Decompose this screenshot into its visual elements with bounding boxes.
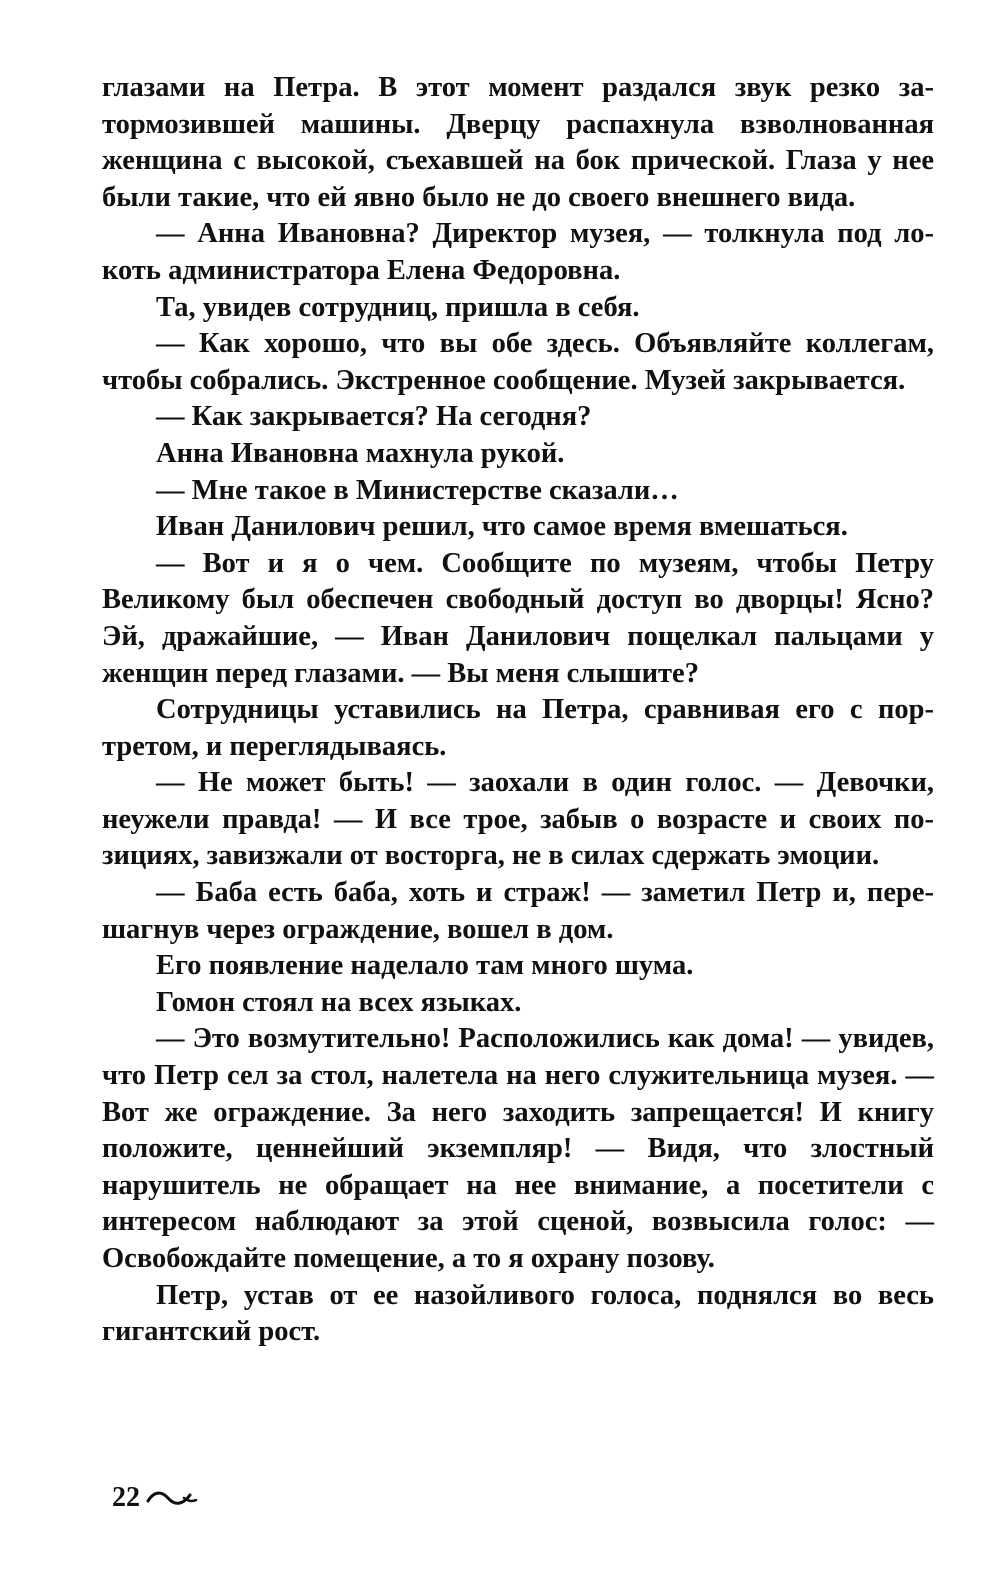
paragraph: — Это возмутительно! Расположились как дома! — увидев, что Петр сел за стол, налетела на него служительница музея. — Вот же ограждение. За него заходить запрещается! И книгу положите, ценнейший экземпляр! — Видя, что злостный нарушитель не обращает на нее внимание, а посетители с интересом наблюдают за этой сценой, возвысила голос: — Освобождайте помещение, а то я охрану позову. — [102, 1023, 934, 1274]
paragraph: Гомон стоял на всех языках. — [156, 986, 522, 1018]
page-footer — [112, 1482, 198, 1514]
paragraph: Его появление наделало там много шума. — [156, 950, 694, 982]
paragraph: — Как хорошо, что вы обе здесь. Объявляйте коллегам, чтобы собрались. Экстренное сообщение. Музей закрывается. — [102, 328, 934, 396]
page-number: 22 — [112, 1482, 140, 1513]
paragraph: — Вот и я о чем. Сообщите по музеям, чтобы Петру Великому был обеспечен свободный доступ во дворцы! Ясно? Эй, дражайшие, — Иван Данилович пощелкал пальцами у женщин перед глазами. — Вы меня слышите? — [102, 547, 934, 689]
book-page-body — [102, 70, 934, 1351]
paragraph: Иван Данилович решил, что самое время вмешаться. — [156, 511, 848, 543]
paragraph: Анна Ивановна махнула рукой. — [156, 437, 565, 469]
paragraph: Петр, устав от ее назойливого голоса, поднялся во весь гигантский рост. — [102, 1279, 934, 1348]
paragraph: — Мне такое в Министерстве сказали… — [156, 474, 679, 506]
paragraph: Сотрудницы уставились на Петра, сравнивая его с портретом, и переглядываясь. — [102, 694, 934, 762]
paragraph: глазами на Петра. В этот момент раздался звук резко затормозившей машины. Дверцу распахнула взволнованная женщина с высокой, съехавшей на бок прической. Глаза у нее были такие, что ей явно было не до своего внешнего вида. — [102, 72, 934, 213]
paragraph: Та, увидев сотрудниц, пришла в себя. — [156, 291, 640, 323]
flourish-ornament-icon — [146, 1487, 198, 1509]
paragraph: — Анна Ивановна? Директор музея, — толкнула под локоть администратора Елена Федоровна. — [102, 218, 934, 286]
paragraph: — Как закрывается? На сегодня? — [156, 401, 592, 433]
paragraph: — Не может быть! — заохали в один голос. — Девочки, неужели правда! — И все трое, забыв о возрасте и своих позициях, завизжали от восторга, не в силах сдержать эмоции. — [102, 767, 934, 872]
paragraph: — Баба есть баба, хоть и страж! — заметил Петр и, перешагнув через ограждение, вошел в дом. — [102, 877, 934, 945]
